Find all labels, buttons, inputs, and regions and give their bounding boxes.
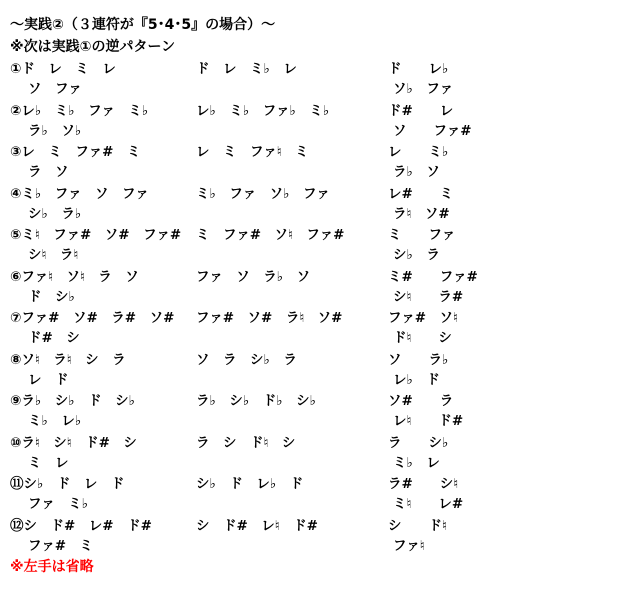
pattern-variant: ミ ファ# ソ♮ ファ# bbox=[196, 227, 345, 243]
pattern-original-line2: ファ# ミ bbox=[28, 538, 94, 554]
pattern-variant: シ♭ ド レ♭ ド bbox=[196, 476, 304, 492]
pattern-alt-line2: ソ♭ ファ bbox=[393, 81, 454, 97]
pattern-variant: シ ド# レ♮ ド# bbox=[196, 518, 318, 534]
pattern-original-line1: ①ド レ ミ レ bbox=[10, 61, 116, 77]
pattern-alt-line2: ド♮ シ bbox=[393, 330, 452, 346]
pattern-original-line2: ド シ♭ bbox=[28, 289, 75, 305]
pattern-variant: ラ シ ド♮ シ bbox=[196, 435, 296, 451]
pattern-original-line1: ④ミ♭ ファ ソ ファ bbox=[10, 186, 149, 202]
pattern-alt-line1: シ ド♮ bbox=[388, 518, 447, 534]
pattern-variant: レ ミ ファ♮ ミ bbox=[196, 144, 309, 160]
pattern-alt-line1: ソ# ラ bbox=[388, 393, 454, 409]
pattern-original-line2: ド# シ bbox=[28, 330, 80, 346]
pattern-alt-line2: レ♭ ド bbox=[393, 372, 440, 388]
pattern-alt-line1: レ ミ♭ bbox=[388, 144, 449, 160]
pattern-variant: ソ ラ シ♭ ラ bbox=[196, 352, 297, 368]
pattern-alt-line2: ミ♮ レ# bbox=[393, 496, 464, 512]
pattern-variant: レ♭ ミ♭ ファ♭ ミ♭ bbox=[196, 103, 330, 119]
pattern-original-line1: ⑩ラ♮ シ♮ ド# シ bbox=[10, 435, 137, 451]
pattern-alt-line1: レ# ミ bbox=[388, 186, 454, 202]
pattern-alt-line1: ファ# ソ♮ bbox=[388, 310, 458, 326]
pattern-original-line1: ⑧ソ♮ ラ♮ シ ラ bbox=[10, 352, 126, 368]
pattern-original-line1: ⑥ファ♮ ソ♮ ラ ソ bbox=[10, 269, 139, 285]
pattern-original-line2: ミ レ bbox=[28, 455, 69, 471]
pattern-alt-line1: ド レ♭ bbox=[388, 61, 449, 77]
pattern-alt-line2: ミ♭ レ bbox=[393, 455, 440, 471]
pattern-original-line2: ラ ソ bbox=[28, 164, 69, 180]
pattern-original-line1: ③レ ミ ファ# ミ bbox=[10, 144, 141, 160]
pattern-original-line2: シ♮ ラ♮ bbox=[28, 247, 79, 263]
pattern-alt-line2: シ♮ ラ# bbox=[393, 289, 464, 305]
pattern-variant: ラ♭ シ♭ ド♭ シ♭ bbox=[196, 393, 316, 409]
pattern-original-line1: ⑫シ ド# レ# ド# bbox=[10, 518, 152, 534]
pattern-alt-line1: ミ# ファ# bbox=[388, 269, 478, 285]
pattern-original-line2: ファ ミ♭ bbox=[28, 496, 89, 512]
pattern-original-line2: ソ ファ bbox=[28, 81, 82, 97]
pattern-original-line1: ②レ♭ ミ♭ ファ ミ♭ bbox=[10, 103, 149, 119]
pattern-alt-line1: ソ ラ♭ bbox=[388, 352, 449, 368]
pattern-alt-line2: ファ♮ bbox=[393, 538, 425, 554]
pattern-alt-line2: レ♮ ド# bbox=[393, 413, 464, 429]
pattern-original-line1: ⑨ラ♭ シ♭ ド シ♭ bbox=[10, 393, 136, 409]
pattern-variant: ファ ソ ラ♭ ソ bbox=[196, 269, 311, 285]
pattern-original-line1: ⑦ファ# ソ# ラ# ソ# bbox=[10, 310, 175, 326]
footer-note: ※左手は省略 bbox=[10, 559, 94, 575]
pattern-alt-line2: ソ ファ# bbox=[393, 123, 472, 139]
pattern-alt-line2: シ♭ ラ bbox=[393, 247, 440, 263]
pattern-variant: ド レ ミ♭ レ bbox=[196, 61, 297, 77]
pattern-original-line2: ミ♭ レ♭ bbox=[28, 413, 82, 429]
pattern-alt-line1: ラ シ♭ bbox=[388, 435, 449, 451]
pattern-alt-line1: ミ ファ bbox=[388, 227, 456, 243]
pattern-original-line1: ⑤ミ♮ ファ# ソ# ファ# bbox=[10, 227, 182, 243]
pattern-original-line2: シ♭ ラ♭ bbox=[28, 206, 82, 222]
pattern-alt-line2: ラ♭ ソ bbox=[393, 164, 440, 180]
pattern-variant: ミ♭ ファ ソ♭ ファ bbox=[196, 186, 330, 202]
page-subtitle: ※次は実践①の逆パターン bbox=[10, 39, 176, 55]
pattern-alt-line1: ラ# シ♮ bbox=[388, 476, 459, 492]
pattern-original-line1: ⑪シ♭ ド レ ド bbox=[10, 476, 125, 492]
pattern-original-line2: ラ♭ ソ♭ bbox=[28, 123, 82, 139]
pattern-original-line2: レ ド bbox=[28, 372, 69, 388]
page-title: 〜実践②（３連符が『5･4･5』の場合）〜 bbox=[10, 17, 276, 33]
pattern-variant: ファ# ソ# ラ♮ ソ# bbox=[196, 310, 343, 326]
pattern-alt-line1: ド# レ bbox=[388, 103, 454, 119]
pattern-alt-line2: ラ♮ ソ# bbox=[393, 206, 450, 222]
